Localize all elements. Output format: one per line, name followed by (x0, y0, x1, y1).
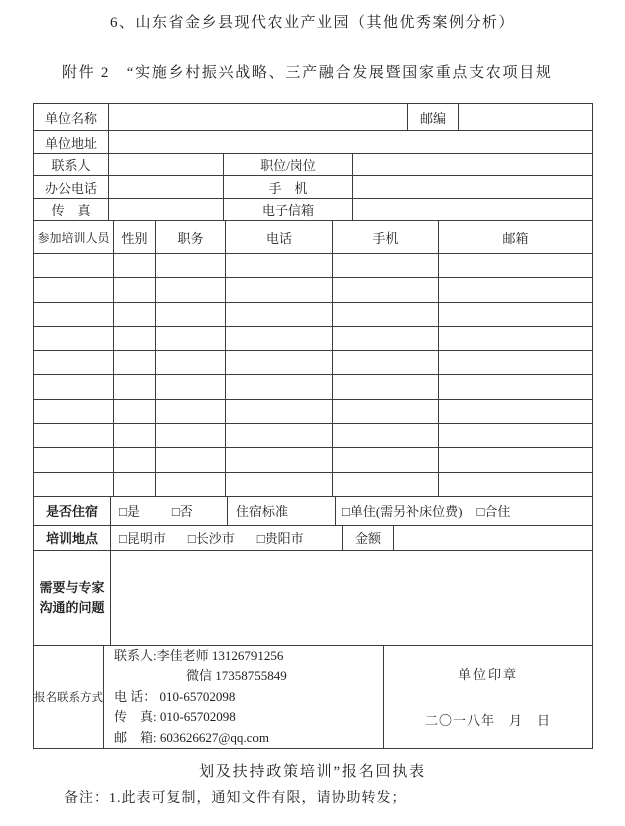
personnel-cell[interactable] (439, 424, 593, 448)
personnel-row (34, 254, 593, 278)
personnel-header-gender-text: 性别 (121, 230, 148, 246)
training-location-label-text: 培训地点 (45, 531, 98, 547)
personnel-cell[interactable] (156, 351, 226, 375)
registration-contact-row (34, 646, 593, 749)
personnel-header-mobile (333, 221, 439, 254)
fax-label (34, 199, 109, 221)
personnel-cell[interactable] (333, 327, 439, 351)
position-label (224, 154, 353, 176)
email-label-text: 电子信箱 (261, 203, 314, 218)
personnel-cell[interactable] (34, 327, 114, 351)
lodging-shared-checkbox[interactable]: □合住 (476, 504, 511, 520)
personnel-cell[interactable] (226, 278, 333, 302)
unit-name-field[interactable] (109, 104, 408, 131)
mobile-label-text: 手 机 (268, 180, 308, 196)
personnel-cell[interactable] (34, 473, 114, 497)
contact-person-field[interactable] (109, 154, 224, 176)
personnel-cell[interactable] (333, 400, 439, 424)
lodging-row (34, 497, 593, 526)
personnel-cell[interactable] (156, 278, 226, 302)
personnel-cell[interactable] (439, 400, 593, 424)
city-changsha-checkbox[interactable]: □长沙市 (187, 531, 235, 547)
personnel-header-phone (226, 221, 333, 254)
personnel-cell[interactable] (114, 327, 156, 351)
lodging-standard-label (228, 497, 336, 526)
email-field[interactable] (353, 199, 593, 221)
registration-form-table (33, 103, 593, 749)
office-phone-label (34, 176, 109, 199)
personnel-cell[interactable] (333, 351, 439, 375)
questions-label-line1: 需要与专家 (39, 579, 105, 595)
personnel-cell[interactable] (333, 473, 439, 497)
personnel-cell[interactable] (114, 448, 156, 472)
personnel-cell[interactable] (439, 351, 593, 375)
personnel-cell[interactable] (439, 278, 593, 302)
personnel-cell[interactable] (114, 424, 156, 448)
fax-field[interactable] (109, 199, 224, 221)
attachment-title: 附件 2 “实施乡村振兴战略、三产融合发展暨国家重点支农项目规 (62, 65, 553, 81)
personnel-cell[interactable] (439, 375, 593, 399)
personnel-cell[interactable] (114, 473, 156, 497)
personnel-cell[interactable] (34, 351, 114, 375)
personnel-header-row (34, 221, 593, 254)
personnel-cell[interactable] (156, 303, 226, 327)
personnel-cell[interactable] (34, 278, 114, 302)
unit-name-label-text: 单位名称 (44, 110, 97, 126)
contact-person-row (34, 154, 593, 176)
stamp-date-line: 二〇一八年 月 日 (424, 713, 551, 729)
unit-stamp-cell (384, 646, 593, 749)
contact-line-fax: 传 真: 010-65702098 (114, 709, 236, 725)
personnel-cell[interactable] (34, 448, 114, 472)
registration-contact-label-text: 报名联系方式 (34, 691, 103, 704)
office-phone-row (34, 176, 593, 199)
unit-stamp-label: 单位印章 (457, 667, 518, 683)
personnel-cell[interactable] (333, 375, 439, 399)
unit-name-label (34, 104, 109, 131)
questions-label (34, 551, 111, 646)
personnel-header-email (439, 221, 593, 254)
personnel-row (34, 473, 593, 497)
personnel-cell[interactable] (333, 448, 439, 472)
personnel-empty-rows (34, 254, 593, 497)
email-label (224, 199, 353, 221)
lodging-option-yes-checkbox[interactable]: □是 (119, 504, 140, 520)
questions-field[interactable] (111, 551, 593, 646)
personnel-cell[interactable] (226, 327, 333, 351)
personnel-cell[interactable] (34, 303, 114, 327)
fax-row (34, 199, 593, 221)
personnel-cell[interactable] (114, 375, 156, 399)
personnel-header-title-text: 职务 (177, 230, 204, 246)
case-heading: 6、山东省金乡县现代农业产业园（其他优秀案例分析） (109, 15, 515, 31)
unit-address-row (34, 131, 593, 154)
city-kunming-checkbox[interactable]: □昆明市 (119, 531, 166, 547)
personnel-cell[interactable] (333, 254, 439, 278)
postcode-label-text: 邮编 (419, 110, 446, 126)
contact-line-email: 邮 箱: 603626627@qq.com (114, 729, 269, 745)
personnel-cell[interactable] (439, 448, 593, 472)
personnel-cell[interactable] (156, 448, 226, 472)
personnel-cell[interactable] (226, 473, 333, 497)
questions-row (34, 551, 593, 646)
personnel-header-name (34, 221, 114, 254)
amount-label-text: 金额 (354, 531, 381, 547)
unit-address-label-text: 单位地址 (44, 135, 97, 151)
personnel-cell[interactable] (156, 473, 226, 497)
training-location-row (34, 526, 593, 551)
personnel-header-email-text: 邮箱 (502, 230, 529, 246)
personnel-row (34, 424, 593, 448)
lodging-standard-label-text: 住宿标准 (236, 504, 289, 520)
personnel-cell[interactable] (114, 303, 156, 327)
personnel-cell[interactable] (226, 303, 333, 327)
unit-address-field[interactable] (109, 131, 593, 154)
personnel-cell[interactable] (226, 254, 333, 278)
lodging-single-checkbox[interactable]: □单住(需另补床位费) (342, 504, 463, 520)
personnel-header-mobile-text: 手机 (372, 230, 399, 246)
amount-field[interactable] (394, 526, 593, 551)
personnel-row (34, 375, 593, 399)
personnel-cell[interactable] (439, 327, 593, 351)
contact-line-phone: 电 话： 010-65702098 (114, 688, 236, 704)
personnel-row (34, 278, 593, 302)
personnel-cell[interactable] (439, 303, 593, 327)
personnel-row (34, 303, 593, 327)
personnel-cell[interactable] (226, 375, 333, 399)
personnel-header-name-text: 参加培训人员 (37, 230, 110, 245)
office-phone-field[interactable] (109, 176, 224, 199)
personnel-cell[interactable] (156, 424, 226, 448)
unit-name-row (34, 104, 593, 131)
personnel-cell[interactable] (156, 254, 226, 278)
registration-contact-label (34, 646, 104, 749)
postcode-label (408, 104, 459, 131)
fax-label-text: 传 真 (51, 203, 91, 218)
personnel-row (34, 448, 593, 472)
personnel-cell[interactable] (226, 448, 333, 472)
personnel-header-gender (114, 221, 156, 254)
personnel-cell[interactable] (333, 303, 439, 327)
contact-person-label-text: 联系人 (51, 158, 91, 173)
personnel-cell[interactable] (114, 254, 156, 278)
lodging-type-options (336, 497, 593, 526)
contact-person-label (34, 154, 109, 176)
personnel-header-phone-text: 电话 (265, 230, 292, 246)
lodging-option-no-checkbox[interactable]: □否 (171, 504, 193, 520)
personnel-cell[interactable] (34, 254, 114, 278)
lodging-options (111, 497, 228, 526)
personnel-cell[interactable] (156, 400, 226, 424)
personnel-cell[interactable] (333, 424, 439, 448)
personnel-cell[interactable] (156, 375, 226, 399)
personnel-cell[interactable] (439, 473, 593, 497)
personnel-row (34, 327, 593, 351)
personnel-cell[interactable] (156, 327, 226, 351)
personnel-cell[interactable] (34, 424, 114, 448)
contact-line-wechat: 微信 17358755849 (186, 668, 287, 684)
personnel-cell[interactable] (34, 400, 114, 424)
personnel-cell[interactable] (226, 400, 333, 424)
personnel-cell[interactable] (114, 400, 156, 424)
training-location-options (111, 526, 343, 551)
personnel-cell[interactable] (333, 278, 439, 302)
footer-note: 备注：1.此表可复制，通知文件有限，请协助转发； (64, 791, 407, 806)
questions-label-line2: 沟通的问题 (39, 599, 105, 615)
contact-line-name: 联系人:李佳老师 13126791256 (114, 647, 284, 663)
office-phone-label-text: 办公电话 (44, 180, 97, 196)
lodging-label-text: 是否住宿 (45, 504, 98, 520)
title-continuation: 划及扶持政策培训”报名回执表 (199, 764, 426, 780)
position-field[interactable] (353, 154, 593, 176)
city-guiyang-checkbox[interactable]: □贵阳市 (256, 531, 304, 547)
postcode-field[interactable] (459, 104, 593, 131)
unit-address-label (34, 131, 109, 154)
personnel-cell[interactable] (226, 351, 333, 375)
mobile-label (224, 176, 353, 199)
mobile-field[interactable] (353, 176, 593, 199)
personnel-cell[interactable] (114, 351, 156, 375)
personnel-cell[interactable] (226, 424, 333, 448)
position-label-text: 职位/岗位 (260, 158, 316, 173)
amount-label (343, 526, 394, 551)
personnel-cell[interactable] (439, 254, 593, 278)
personnel-cell[interactable] (34, 375, 114, 399)
registration-contact-info (104, 646, 384, 749)
personnel-header-title (156, 221, 226, 254)
personnel-cell[interactable] (114, 278, 156, 302)
lodging-label (34, 497, 111, 526)
personnel-row (34, 351, 593, 375)
personnel-row (34, 400, 593, 424)
training-location-label (34, 526, 111, 551)
